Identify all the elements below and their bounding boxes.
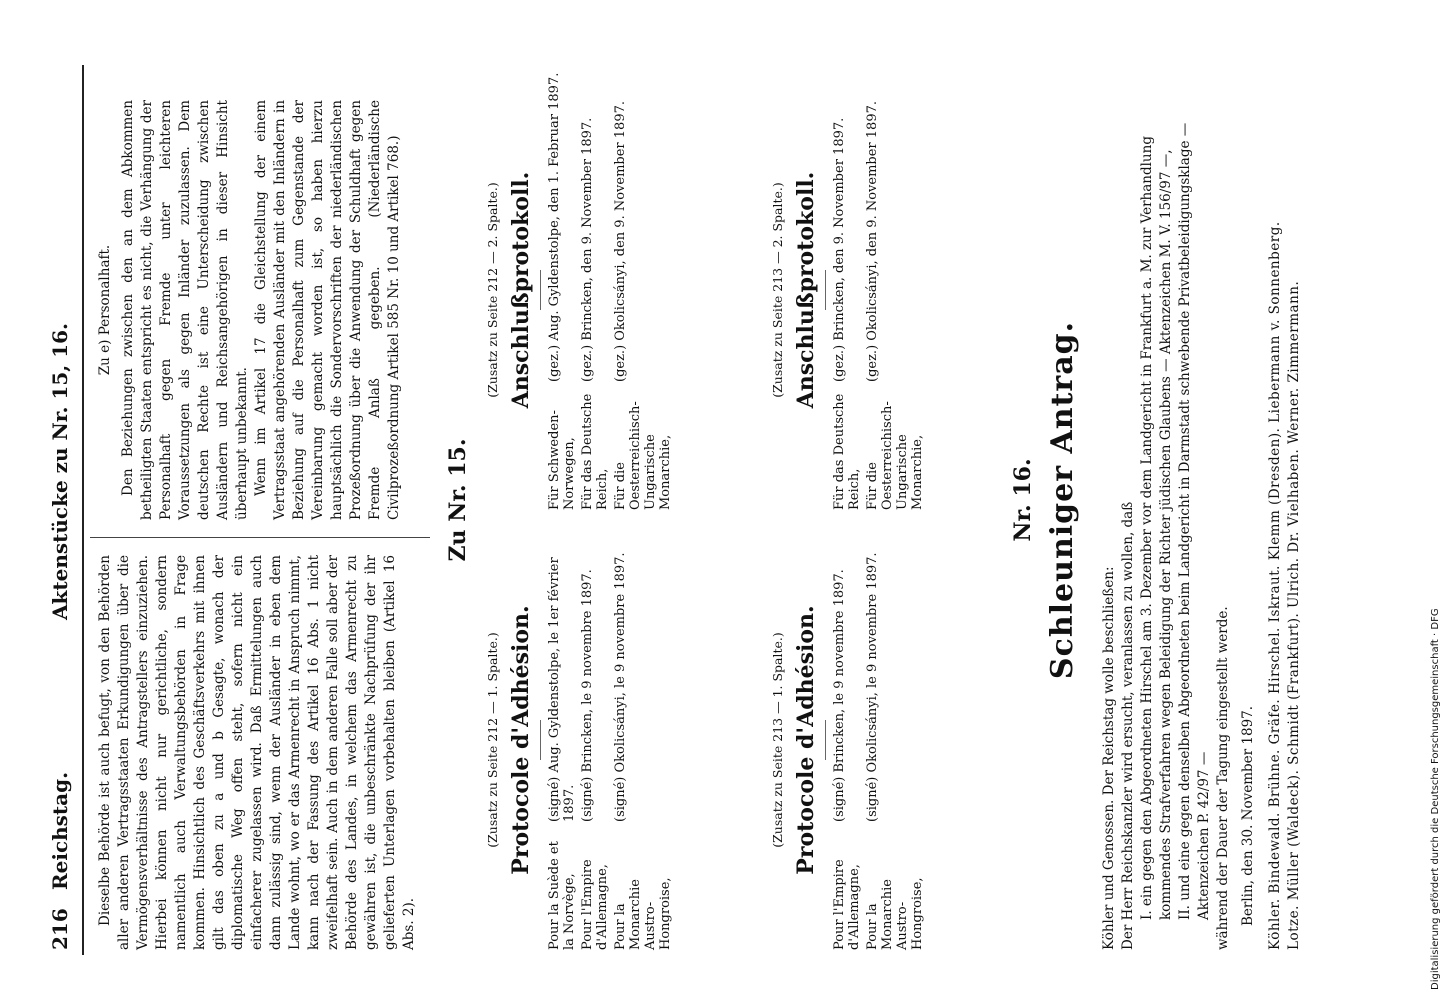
nr16-item2: II. und eine gegen denselben Abgeordneten beim Landgericht in Darmstadt schwebende Privatbeleidigungsklage — Aktenzeichen P. 42/97 — <box>1177 122 1212 920</box>
right-heading: Zu e) Personalhaft. <box>97 244 113 376</box>
sig-row <box>580 70 610 510</box>
nr16-title: Nr. 16. <box>1010 458 1036 542</box>
divider <box>540 270 541 310</box>
sig-row <box>547 530 577 950</box>
sig-row <box>865 530 925 950</box>
page-header <box>38 90 78 950</box>
sig-row <box>832 70 862 510</box>
header-rule <box>82 65 84 955</box>
nr16-signatures-2: Lotze. Müller (Waldeck). Schmidt (Frankfurt). Ulrich. Dr. Vielhaben. Werner. Zimmermann. <box>1286 280 1302 950</box>
block2-fr-title: Protocole d'Adhésion. <box>793 605 819 875</box>
page-number: 216 <box>48 908 72 950</box>
right-column <box>96 100 404 520</box>
divider <box>825 720 826 760</box>
dfg-side-note-text: Digitalisierung gefördert durch die Deutsche Forschungsgemeinschaft · DFG <box>1430 608 1441 990</box>
block1-fr-note: (Zusatz zu Seite 212 — 1. Spalte.) <box>485 632 500 848</box>
signature: (signé) Brincken, le 9 novembre 1897. <box>832 569 847 822</box>
header-right-title: Aktenstücke zu Nr. 15, 16. <box>48 323 72 620</box>
block2-fr-note: (Zusatz zu Seite 213 — 1. Spalte.) <box>770 632 785 848</box>
zu-nr15-title: Zu Nr. 15. <box>445 438 471 562</box>
sig-row <box>865 70 925 510</box>
party: Pour la Monarchie Austro-Hongroise, <box>613 877 673 950</box>
block2-german <box>770 70 928 510</box>
left-paragraph: Dieselbe Behörde ist auch befugt, von den Behörden aller anderen Vertragsstaaten Erkundigungen über die Vermögensverhältnisse des Antragstellers einzuziehen. Hierbei können nicht nur gerichtliche, sondern namentlich auch Verwaltungsbehörden in Frage kommen. Hinsichtlich des Geschäftsverkehrs mit ihnen gilt das oben zu a und b Gesagte, wonach der diplomatische Weg offen steht, sofern nicht ein einfacherer zugelassen wird. Daß Ermittelungen auch dann zulässig sind, wenn der Ausländer in eben dem Lande wohnt, wo er das Armenrecht in Anspruch nimmt, kann nach der Fassung des Artikel 16 Abs. 1 nicht zweifelhaft sein. Auch in dem anderen Falle soll aber der Behörde des Landes, in welchem das Armenrecht zu gewähren ist, die unbeschränkte Nachprüfung der ihr gelieferten Unterlagen vorbehalten bleiben (Artikel 16 Abs. 2). <box>97 555 417 950</box>
block1-german <box>485 70 676 510</box>
divider <box>825 270 826 310</box>
party: Für die Oesterreichisch-Ungarische Monarchie, <box>865 401 925 510</box>
signature: (gez.) Brincken, den 9. November 1897. <box>580 117 595 382</box>
nr16-date: Berlin, den 30. November 1897. <box>1240 705 1256 926</box>
block2-french <box>770 530 928 950</box>
column-divider <box>90 537 430 538</box>
nr16-signatures-1: Köhler. Bindewald. Brühne. Gräfe. Hirschel. Iskraut. Klemm (Dresden). Liebermann v. Sonnenberg. <box>1267 221 1283 950</box>
signature: (gez.) Okolicsányi, den 9. November 1897. <box>865 101 880 382</box>
signature: (signé) Okolicsányi, le 9 novembre 1897. <box>865 552 880 822</box>
signature: (signé) Brincken, le 9 novembre 1897. <box>580 569 595 822</box>
nr16-subtitle: Schleuniger Antrag. <box>1045 320 1080 680</box>
signature: (signé) Aug. Gyldenstolpe, le 1er février 1897. <box>547 557 577 822</box>
header-left-title: Reichstag. <box>48 771 72 890</box>
party: Pour la Suède et la Norvège, <box>547 841 577 950</box>
dfg-side-note <box>1418 10 1441 990</box>
party: Für das Deutsche Reich, <box>832 393 862 510</box>
signature: (gez.) Brincken, den 9. November 1897. <box>832 117 847 382</box>
block1-de-title: Anschlußprotokoll. <box>508 171 534 409</box>
sig-row <box>547 70 577 510</box>
block1-de-note: (Zusatz zu Seite 212 — 2. Spalte.) <box>485 182 500 398</box>
party: Pour la Monarchie Austro-Hongroise, <box>865 877 925 950</box>
block1-fr-title: Protocole d'Adhésion. <box>508 605 534 875</box>
block1-french <box>485 530 676 950</box>
left-column <box>96 555 419 950</box>
sig-row <box>832 530 862 950</box>
divider <box>540 720 541 760</box>
party: Für die Oesterreichisch-Ungarische Monarchie, <box>613 401 673 510</box>
nr16-intro: Köhler und Genossen. Der Reichstag wolle beschließen: <box>1101 566 1117 950</box>
nr16-item1: I. ein gegen den Abgeordneten Hirschel am 3. Dezember vor dem Landgericht in Frankfurt a. M. zur Verhandlung kommendes Strafverfahren wegen Beleidigung der Richter jüdischen Glaubens — Aktenzeichen M. V. 156/97 —, <box>1139 136 1174 920</box>
party: Für Schweden-Norwegen, <box>547 410 577 510</box>
sig-row <box>580 530 610 950</box>
signature: (gez.) Aug. Gyldenstolpe, den 1. Februar 1897. <box>547 72 562 382</box>
sig-row <box>613 70 673 510</box>
party: Für das Deutsche Reich, <box>580 393 610 510</box>
signature: (signé) Okolicsányi, le 9 novembre 1897. <box>613 552 628 822</box>
block2-de-note: (Zusatz zu Seite 213 — 2. Spalte.) <box>770 182 785 398</box>
nr16-lead: Der Herr Reichskanzler wird ersucht, veranlassen zu wollen, daß <box>1120 501 1136 950</box>
sig-row <box>613 530 673 950</box>
block2-de-title: Anschlußprotokoll. <box>793 171 819 409</box>
nr16-closing: während der Dauer der Tagung eingestellt werde. <box>1215 606 1231 950</box>
party: Pour l'Empire d'Allemagne, <box>580 859 610 950</box>
right-paragraph-2: Wenn im Artikel 17 die Gleichstellung der einem Vertragsstaat angehörenden Ausländer mit den Inländern in Beziehung auf die Personalhaft zum Gegenstande der Vereinbarung gemacht worden ist, so haben hierzu hauptsächlich die Sondervorschriften der niederländischen Prozeßordnung über die Anwendung der Schuldhaft gegen Fremde Anlaß gegeben. (Niederländische Civilprozeßordnung Artikel 585 Nr. 10 und Artikel 768.) <box>253 100 402 520</box>
party: Pour l'Empire d'Allemagne, <box>832 859 862 950</box>
signature: (gez.) Okolicsányi, den 9. November 1897. <box>613 101 628 382</box>
nr16-body <box>1100 70 1304 950</box>
right-paragraph-1: Den Beziehungen zwischen den an dem Abkommen betheiligten Staaten entspricht es nicht, die Verhängung der Personalhaft gegen Fremde unter leichteren Voraussetzungen als gegen Inländer zuzulassen. Dem deutschen Rechte ist eine Unterscheidung zwischen Ausländern und Reichsangehörigen in dieser Hinsicht überhaupt unbekannt. <box>120 100 250 520</box>
